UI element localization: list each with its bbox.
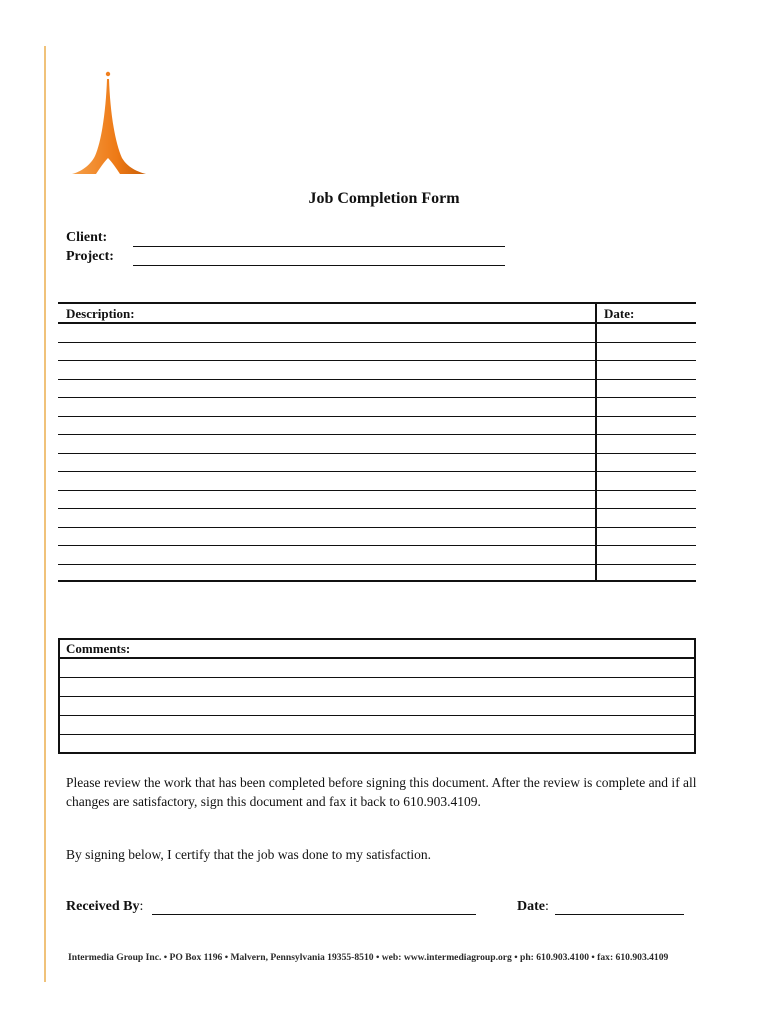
description-table: [58, 302, 696, 582]
comment-row[interactable]: [60, 696, 694, 697]
orange-tower-logo-icon: [68, 68, 148, 180]
date-signature-text: Date: [517, 899, 545, 914]
comments-table-header: [60, 640, 694, 659]
certification-statement: By signing below, I certify that the job was done to my satisfaction.: [66, 847, 432, 862]
date-signature-label: [517, 899, 549, 915]
received-by-colon: :: [139, 899, 144, 914]
company-footer: Intermedia Group Inc. • PO Box 1196 • Malvern, Pennsylvania 19355-8510 • web: www.intermediagroup.org • ph: 610.903.4100 • fax: 610.903.4109: [68, 952, 669, 963]
comments-header-label: Comments:: [66, 641, 131, 656]
comment-row[interactable]: [60, 715, 694, 716]
project-label: Project:: [66, 249, 114, 264]
table-row[interactable]: [58, 416, 696, 417]
comment-row[interactable]: [60, 677, 694, 678]
client-field[interactable]: [133, 246, 505, 247]
description-table-header: [58, 304, 696, 324]
table-row[interactable]: [58, 379, 696, 380]
table-row[interactable]: [58, 490, 696, 491]
review-instructions: Please review the work that has been completed before signing this document. After the review is complete and if all changes are satisfactory, sign this document and fax it back to 610.903.4109.: [66, 775, 697, 809]
table-row[interactable]: [58, 397, 696, 398]
description-date-divider: [595, 304, 597, 580]
date-signature-line[interactable]: [555, 914, 684, 915]
table-row[interactable]: [58, 471, 696, 472]
table-row[interactable]: [58, 527, 696, 528]
table-row[interactable]: [58, 434, 696, 435]
table-row[interactable]: [58, 564, 696, 565]
received-by-text: Received By: [66, 899, 140, 914]
table-row[interactable]: [58, 342, 696, 343]
received-by-signature-line[interactable]: [152, 914, 476, 915]
table-row[interactable]: [58, 360, 696, 361]
form-title: Job Completion Form: [308, 190, 460, 207]
project-field[interactable]: [133, 265, 505, 266]
date-signature-colon: :: [545, 899, 549, 914]
client-label: Client:: [66, 230, 108, 245]
page-margin-rule: [44, 46, 46, 982]
table-row[interactable]: [58, 453, 696, 454]
table-row[interactable]: [58, 545, 696, 546]
comments-table: [58, 638, 696, 754]
comment-row[interactable]: [60, 734, 694, 735]
date-column-header: Date:: [604, 306, 635, 321]
received-by-label: [66, 899, 143, 915]
table-row[interactable]: [58, 508, 696, 509]
description-column-header: Description:: [66, 306, 135, 321]
